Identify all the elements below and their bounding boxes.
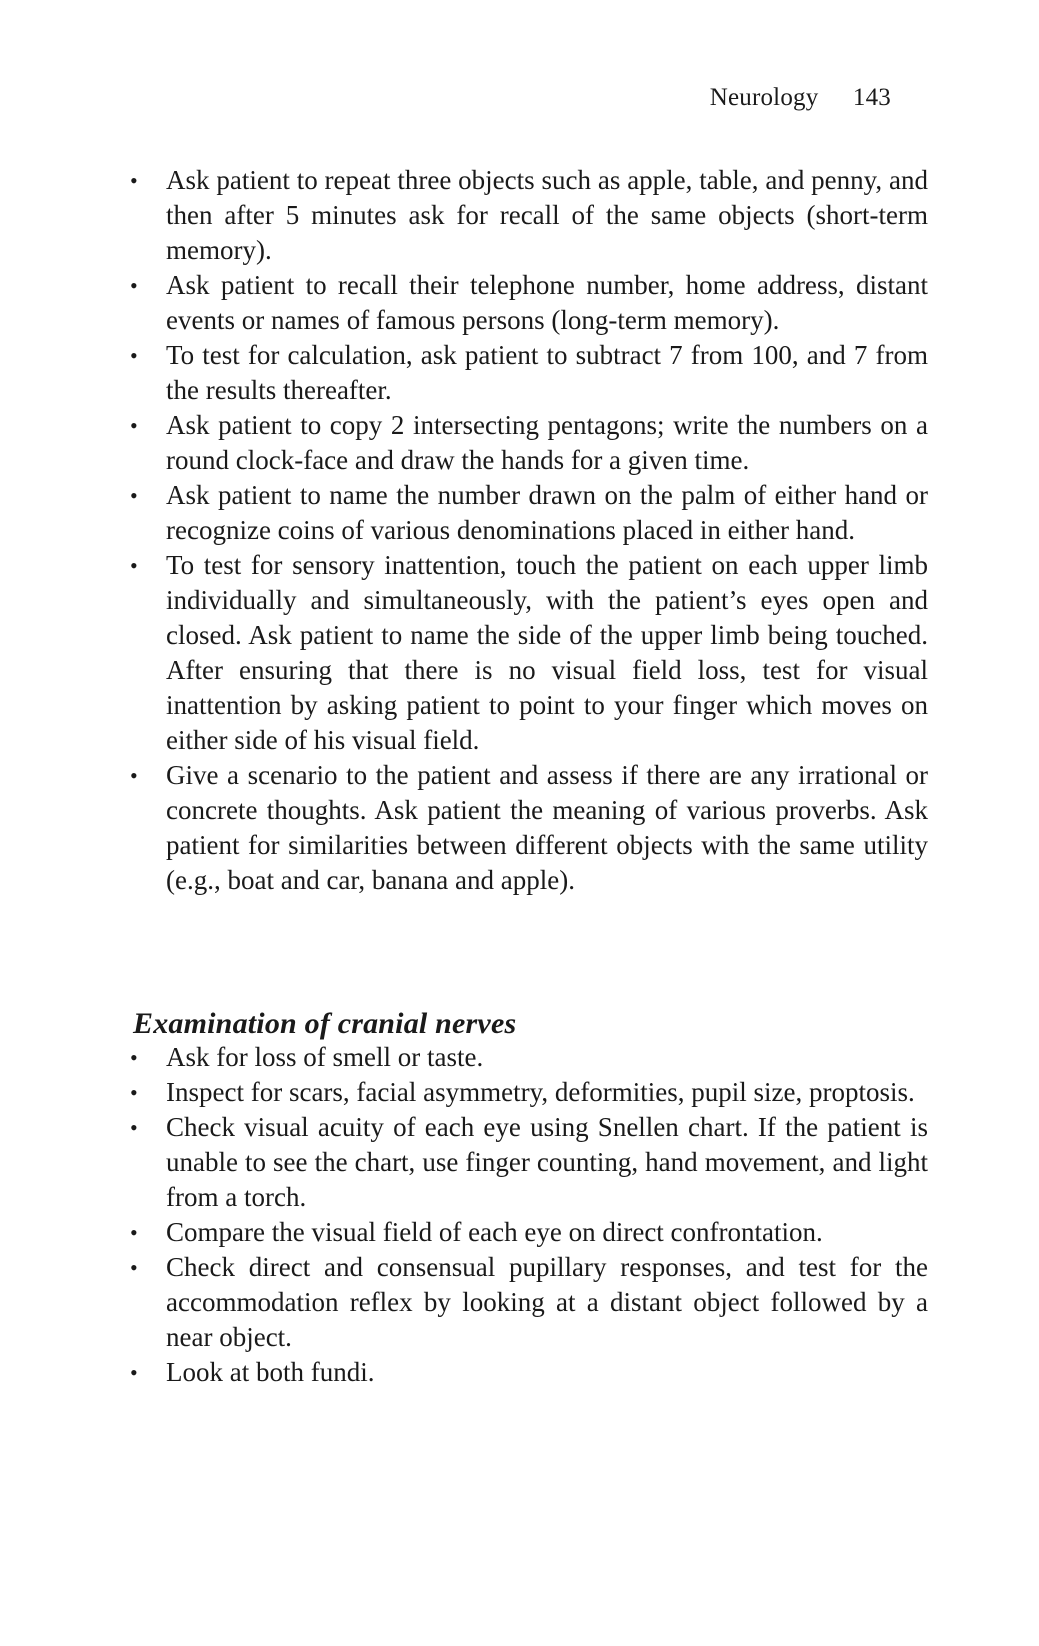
bullet-icon: • bbox=[130, 1220, 138, 1245]
bullet-icon: • bbox=[130, 273, 138, 298]
list-item bbox=[130, 758, 928, 898]
list-item bbox=[130, 163, 928, 268]
bullet-icon: • bbox=[130, 1115, 138, 1140]
list-item-text: Inspect for scars, facial asymmetry, deformities, pupil size, proptosis. bbox=[166, 1077, 915, 1107]
list-item-text: Ask patient to recall their telephone number, home address, distant events or names of famous persons (long-term memory). bbox=[166, 270, 928, 335]
list-item-text: Ask for loss of smell or taste. bbox=[166, 1042, 484, 1072]
bullet-icon: • bbox=[130, 413, 138, 438]
list-item-text: Compare the visual field of each eye on direct confrontation. bbox=[166, 1217, 823, 1247]
page-number: 143 bbox=[852, 84, 891, 111]
bullet-icon: • bbox=[130, 1255, 138, 1280]
list-item bbox=[130, 338, 928, 408]
list-item-text: Ask patient to copy 2 intersecting pentagons; write the numbers on a round clock-face and draw the hands for a given time. bbox=[166, 410, 928, 475]
list-item bbox=[130, 1355, 928, 1390]
list-item-text: Ask patient to name the number drawn on the palm of either hand or recognize coins of various denominations placed in either hand. bbox=[166, 480, 928, 545]
bullet-icon: • bbox=[130, 763, 138, 788]
list-item bbox=[130, 478, 928, 548]
list-item-text: Ask patient to repeat three objects such as apple, table, and penny, and then after 5 minutes ask for recall of the same objects (short-term memory). bbox=[166, 165, 928, 265]
list-item bbox=[130, 408, 928, 478]
bullet-icon: • bbox=[130, 1080, 138, 1105]
list-item bbox=[130, 548, 928, 758]
list-item-text: To test for sensory inattention, touch the patient on each upper limb individually and simultaneously, with the patient’s eyes open and closed. Ask patient to name the side of the upper limb being touched. After ensuring that there is no visual field loss, test for visual inattention by asking patient to point to your finger which moves on either side of his visual field. bbox=[166, 550, 928, 755]
list-item bbox=[130, 1215, 928, 1250]
list-item bbox=[130, 1040, 928, 1075]
list-item bbox=[130, 1075, 928, 1110]
bullet-icon: • bbox=[130, 343, 138, 368]
section-heading: Examination of cranial nerves bbox=[133, 1007, 517, 1040]
running-title: Neurology bbox=[709, 84, 819, 111]
list-item-text: To test for calculation, ask patient to subtract 7 from 100, and 7 from the results thereafter. bbox=[166, 340, 928, 405]
list-item-text: Check visual acuity of each eye using Snellen chart. If the patient is unable to see the chart, use finger counting, hand movement, and light from a torch. bbox=[166, 1112, 928, 1212]
list-item-text: Check direct and consensual pupillary responses, and test for the accommodation reflex by looking at a distant object followed by a near object. bbox=[166, 1252, 928, 1352]
page-header bbox=[710, 84, 891, 112]
bullet-icon: • bbox=[130, 168, 138, 193]
list-item bbox=[130, 268, 928, 338]
list-item bbox=[130, 1250, 928, 1355]
list-item-text: Look at both fundi. bbox=[166, 1357, 375, 1387]
bullet-icon: • bbox=[130, 1045, 138, 1070]
list-item-text: Give a scenario to the patient and assess if there are any irrational or concrete thoughts. Ask patient the meaning of various proverbs. Ask patient for similarities between different objects with the same utility (e.g., boat and car, banana and apple). bbox=[166, 760, 928, 895]
cranial-nerves-list bbox=[130, 1040, 928, 1390]
cognitive-tests-list bbox=[130, 163, 928, 898]
bullet-icon: • bbox=[130, 483, 138, 508]
bullet-icon: • bbox=[130, 553, 138, 578]
list-item bbox=[130, 1110, 928, 1215]
bullet-icon: • bbox=[130, 1360, 138, 1385]
